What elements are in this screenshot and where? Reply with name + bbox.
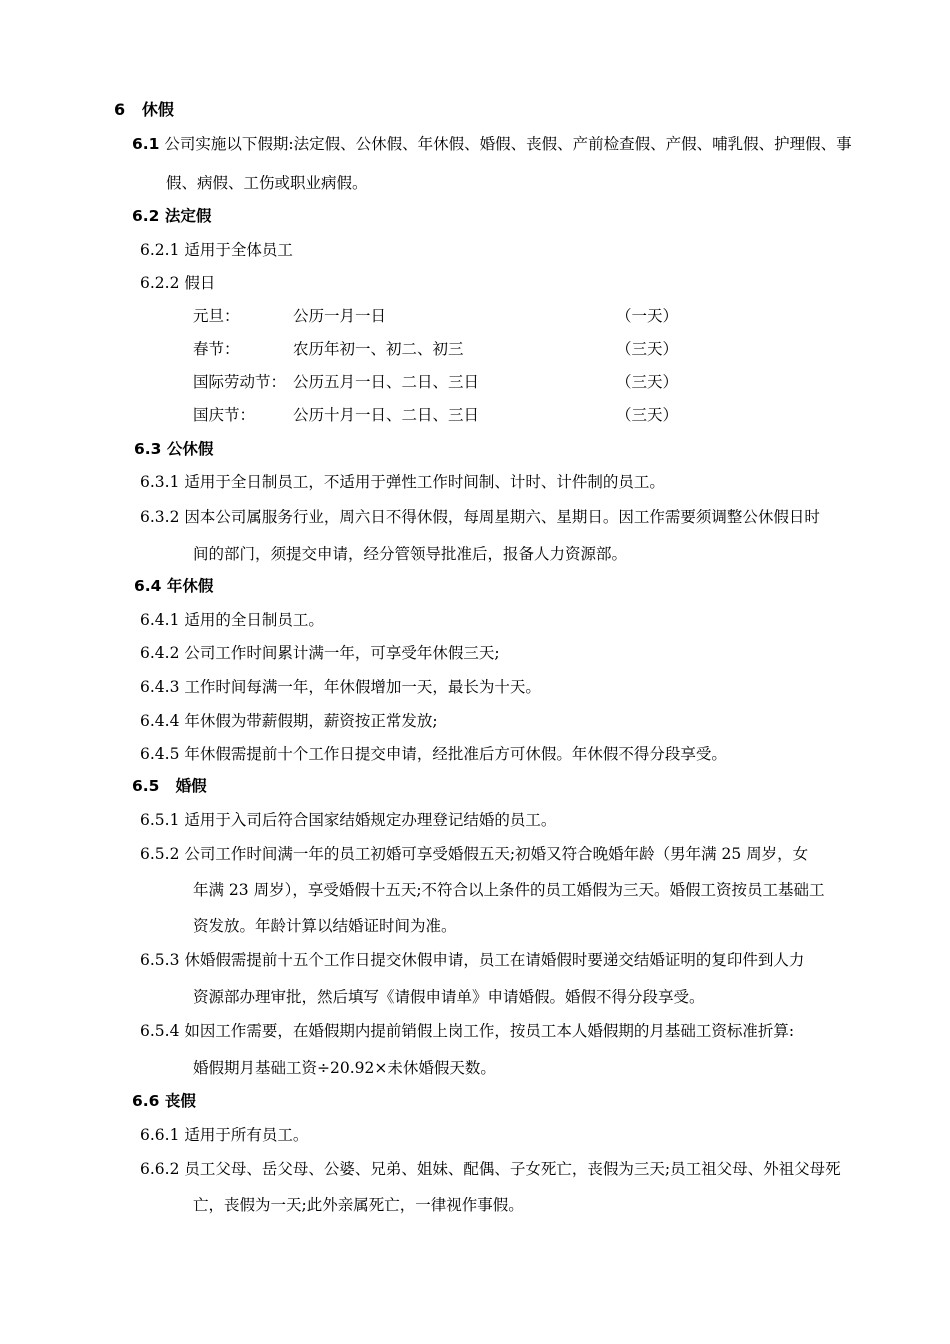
holiday-date: 公历十月一日、二日、三日 [293, 406, 480, 424]
item-6-5-2: 6.5.2 公司工作时间满一年的员工初婚可享受婚假五天;初婚又符合晚婚年龄（男年满 25 周岁，女 [140, 845, 809, 863]
holiday-days: （三天） [616, 373, 679, 391]
holiday-row [0, 339, 950, 359]
item-6-2-1: 6.2.1 适用于全体员工 [140, 241, 293, 259]
item-6-5-3-cont: 资源部办理审批，然后填写《请假申请单》申请婚假。婚假不得分段享受。 [193, 988, 705, 1006]
subsection-heading-6-4: 6.4 年休假 [134, 577, 214, 595]
subsection-heading-6-6: 6.6 丧假 [132, 1092, 196, 1110]
item-6-4-2: 6.4.2 公司工作时间累计满一年，可享受年休假三天; [140, 644, 500, 662]
holiday-name: 元旦： [193, 307, 240, 325]
holiday-row [0, 372, 950, 392]
paragraph-text: 公司实施以下假期:法定假、公休假、年休假、婚假、丧假、产前检查假、产假、哺乳假、护理假、事 [164, 135, 852, 153]
subsection-heading-6-5 [132, 776, 207, 796]
holiday-row [0, 405, 950, 425]
item-6-5-2-cont: 资发放。年龄计算以结婚证时间为准。 [193, 917, 457, 935]
item-6-5-1: 6.5.1 适用于入司后符合国家结婚规定办理登记结婚的员工。 [140, 811, 557, 829]
holiday-days: （一天） [616, 307, 679, 325]
holiday-name: 国际劳动节： [193, 373, 287, 391]
paragraph-6-1 [132, 134, 852, 154]
holiday-date: 公历五月一日、二日、三日 [293, 373, 480, 391]
item-6-4-4: 6.4.4 年休假为带薪假期，薪资按正常发放; [140, 712, 438, 730]
item-6-5-4-cont: 婚假期月基础工资÷20.92×未休婚假天数。 [193, 1059, 496, 1077]
holiday-date: 公历一月一日 [293, 307, 387, 325]
section-heading [114, 100, 174, 120]
item-6-5-3: 6.5.3 休婚假需提前十五个工作日提交休假申请，员工在请婚假时要递交结婚证明的复印件到人力 [140, 951, 805, 969]
holiday-days: （三天） [616, 340, 679, 358]
section-number: 6 [114, 100, 126, 119]
item-6-6-1: 6.6.1 适用于所有员工。 [140, 1126, 309, 1144]
item-6-4-3: 6.4.3 工作时间每满一年，年休假增加一天，最长为十天。 [140, 678, 541, 696]
item-6-6-2-cont: 亡，丧假为一天;此外亲属死亡，一律视作事假。 [193, 1196, 524, 1214]
paragraph-number: 6.1 [132, 135, 160, 153]
holiday-days: （三天） [616, 406, 679, 424]
holiday-name: 春节： [193, 340, 240, 358]
item-6-4-5: 6.4.5 年休假需提前十个工作日提交申请，经批准后方可休假。年休假不得分段享受。 [140, 745, 727, 763]
holiday-row [0, 306, 950, 326]
holiday-date: 农历年初一、初二、初三 [293, 340, 464, 358]
section-title: 休假 [141, 100, 174, 119]
holiday-name: 国庆节： [193, 406, 256, 424]
item-6-2-2: 6.2.2 假日 [140, 274, 216, 292]
item-6-3-2: 6.3.2 因本公司属服务行业，周六日不得休假，每周星期六、星期日。因工作需要须调整公休假日时 [140, 508, 820, 526]
paragraph-6-1-cont: 假、病假、工伤或职业病假。 [166, 174, 368, 192]
subsection-heading-6-2: 6.2 法定假 [132, 207, 212, 225]
item-6-6-2: 6.6.2 员工父母、岳父母、公婆、兄弟、姐妹、配偶、子女死亡，丧假为三天;员工祖父母、外祖父母死 [140, 1160, 841, 1178]
item-6-4-1: 6.4.1 适用的全日制员工。 [140, 611, 324, 629]
subsection-number: 6.5 [132, 777, 160, 795]
item-6-5-4: 6.5.4 如因工作需要，在婚假期内提前销假上岗工作，按员工本人婚假期的月基础工资标准折算: [140, 1022, 795, 1040]
subsection-heading-6-3: 6.3 公休假 [134, 440, 214, 458]
item-6-3-1: 6.3.1 适用于全日制员工，不适用于弹性工作时间制、计时、计件制的员工。 [140, 473, 665, 491]
item-6-3-2-cont: 间的部门，须提交申请，经分管领导批准后，报备人力资源部。 [193, 545, 628, 563]
subsection-title: 婚假 [175, 777, 207, 795]
item-6-5-2-cont: 年满 23 周岁），享受婚假十五天;不符合以上条件的员工婚假为三天。婚假工资按员工基础工 [193, 881, 825, 899]
